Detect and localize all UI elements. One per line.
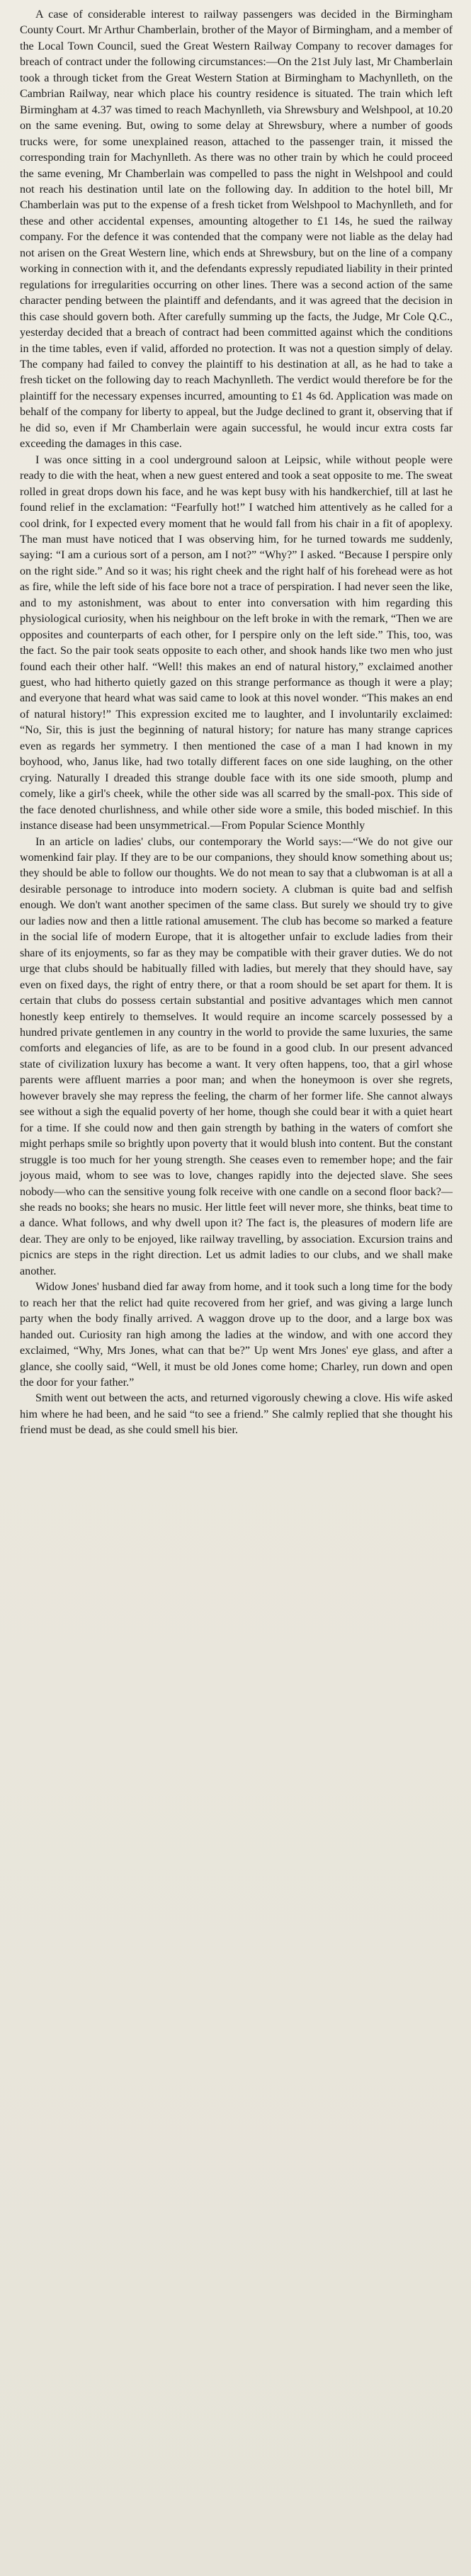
ladies-clubs-paragraph: In an article on ladies' clubs, our contemporary the World says:—“We do not give our womenkind fair play. If they are to be our companions, they should know something about us; they should be able to follow our thoughts. We do not mean to say that a clubwoman is at all a desirable personage to introduce into modern society. A clubman is quite bad and selfish enough. We don't want another specimen of the same class. But surely we should try to give our ladies now and then a little rational amusement. The club has become so marked a feature in the social life of modern Europe, that it is altogether unfair to exclude ladies from their share of its enjoyments, so far as they may be compatible with their graver duties. We do not urge that clubs should be habitually filled with ladies, but merely that they should have, say even on fixed days, the right of entry there, or that a room should be set apart for them. It is certain that clubs do possess certain substantial and positive advantages which men cannot honestly keep entirely to themselves. It would require an income scarcely possessed by a hundred private gentlemen in any country in the world to provide the same luxuries, the same comforts and elegancies of life, as are to be found in a good club. In our present advanced state of civilization luxury has become a want. It very often happens, too, that a girl whose parents were affluent marries a poor man; and when the honeymoon is over she regrets, however bravely she may repress the feeling, the charm of her former life. She cannot always see without a sigh the equalid poverty of her home, though she could bear it with a quiet heart for a time. If she could now and then gain strength by bathing in the waters of comfort she might perhaps smile so brightly upon poverty that it would blush into content. But the constant struggle is too much for her young strength. She ceases even to remember hope; and the fair joyous maid, whom to see was to love, changes rapidly into the dejected slave. She sees nobody—who can the sensitive young folk receive with one candle on a second floor back?—she reads no books; she hears no music. Her little feet will never more, she thinks, beat time to a dance. What follows, and why dwell upon it? The fact is, the pleasures of modern life are dear. They are only to be enjoyed, like railway travelling, by association. Excursion trains and picnics are steps in the right direction. Let us admit ladies to our clubs, and we shall make another. <box>20 835 453 1277</box>
leipsic-perspiration-paragraph: I was once sitting in a cool underground saloon at Leipsic, while without people were ready to die with the heat, when a new guest entered and took a seat opposite to me. The sweat rolled in great drops down his face, and he was kept busy with his handkerchief, till at last he found relief in the exclamation: “Fearfully hot!” I watched him attentively as he called for a cool drink, for I expected every moment that he would fall from his chair in a fit of apoplexy. The man must have noticed that I was observing him, for he turned towards me suddenly, saying: “I am a curious sort of a person, am I not?” “Why?” I asked. “Because I perspire only on the right side.” And so it was; his right cheek and the right half of his forehead were as hot as fire, while the left side of his face bore not a trace of perspiration. I had never seen the like, and to my astonishment, was about to enter into conversation with him regarding this physiological curiosity, when his neighbour on the left broke in with the remark, “Then we are opposites and counterparts of each other, for I perspire only on the left side.” This, too, was the fact. So the pair took seats opposite to each other, and shook hands like two men who just found each their other half. “Well! this makes an end of natural history,” exclaimed another guest, who had hitherto quietly gazed on this strange performance as though it were a play; and everyone that heard what was said came to look at this novel wonder. “This makes an end of natural history!” This expression excited me to laughter, and I involuntarily exclaimed: “No, Sir, this is just the beginning of natural history; for nature has many strange caprices even as regards her symmetry. I then mentioned the case of a man I had known in my boyhood, who, Janus like, had two totally different faces on one side laughing, on the other crying. Naturally I dreaded this strange double face with its one side smooth, plump and comely, like a girl's cheek, while the other side was all scarred by the small-pox. This side of the face denoted churlishness, and while other side wore a smile, this boded mischief. In this instance disease had been unsymmetrical.—From Popular Science Monthly <box>20 453 453 832</box>
newspaper-column <box>20 7 453 1439</box>
widow-jones-paragraph: Widow Jones' husband died far away from home, and it took such a long time for the body to reach her that the relict had quite recovered from her grief, and was giving a large lunch party when the body finally arrived. A waggon drove up to the door, and a large box was handed out. Curiosity ran high among the ladies at the window, and with one accord they exclaimed, “Why, Mrs Jones, what can that be?” Up went Mrs Jones' eye glass, and after a glance, she coolly said, “Well, it must be old Jones come home; Charley, run down and open the door for your father.” <box>20 1281 453 1389</box>
railway-case-paragraph: A case of considerable interest to railway passengers was decided in the Birmingham County Court. Mr Arthur Chamberlain, brother of the Mayor of Birmingham, and a member of the Local Town Council, sued the Great Western Railway Company to recover damages for breach of contract under the following circumstances:—On the 21st July last, Mr Chamberlain took a through ticket from the Great Western Station at Birmingham to Machynlleth, on the Cambrian Railway, near which place his country residence is situated. The train which left Birmingham at 4.37 was timed to reach Machynlleth, via Shrewsbury and Welshpool, at 10.20 on the same evening. But, owing to some delay at Shrewsbury, where a number of goods trucks were, for some unexplained reason, attached to the passenger train, it missed the corresponding train for Machynlleth. As there was no other train by which he could proceed the same evening, Mr Chamberlain was compelled to pass the night in Welshpool and could not reach his destination until late on the following day. In addition to the hotel bill, Mr Chamberlain was put to the expense of a fresh ticket from Welshpool to Machynlleth, and for these and other accidental expenses, amounting altogether to £1 14s, he sued the railway company. For the defence it was contended that the company were not liable as the delay had not arisen on the Great Western line, which ends at Shrewsbury, but on the line of a company working in connection with it, and the defendants expressly repudiated liability in their printed regulations for irregularities occurring on other lines. There was a second action of the same character pending between the plaintiff and defendants, and it was agreed that the decision in this case should govern both. After carefully summing up the facts, the Judge, Mr Cole Q.C., yesterday decided that a breach of contract had been committed against which the conditions in the time tables, even if valid, afforded no protection. It was not a question simply of delay. The company had failed to convey the plaintiff to his destination at all, as he had to take a fresh ticket on the following day to reach Machynlleth. The verdict would therefore be for the plaintiff for the necessary expenses incurred, amounting to £1 4s 6d. Application was made on behalf of the company for liberty to appeal, but the Judge declined to grant it, observing that if he did so, even if Mr Chamberlain were again successful, he would incur extra costs far exceeding the damages in this case. <box>20 9 453 451</box>
smith-clove-paragraph: Smith went out between the acts, and returned vigorously chewing a clove. His wife asked him where he had been, and he said “to see a friend.” She calmly replied that she thought his friend must be dead, as she could smell his bier. <box>20 1392 453 1437</box>
